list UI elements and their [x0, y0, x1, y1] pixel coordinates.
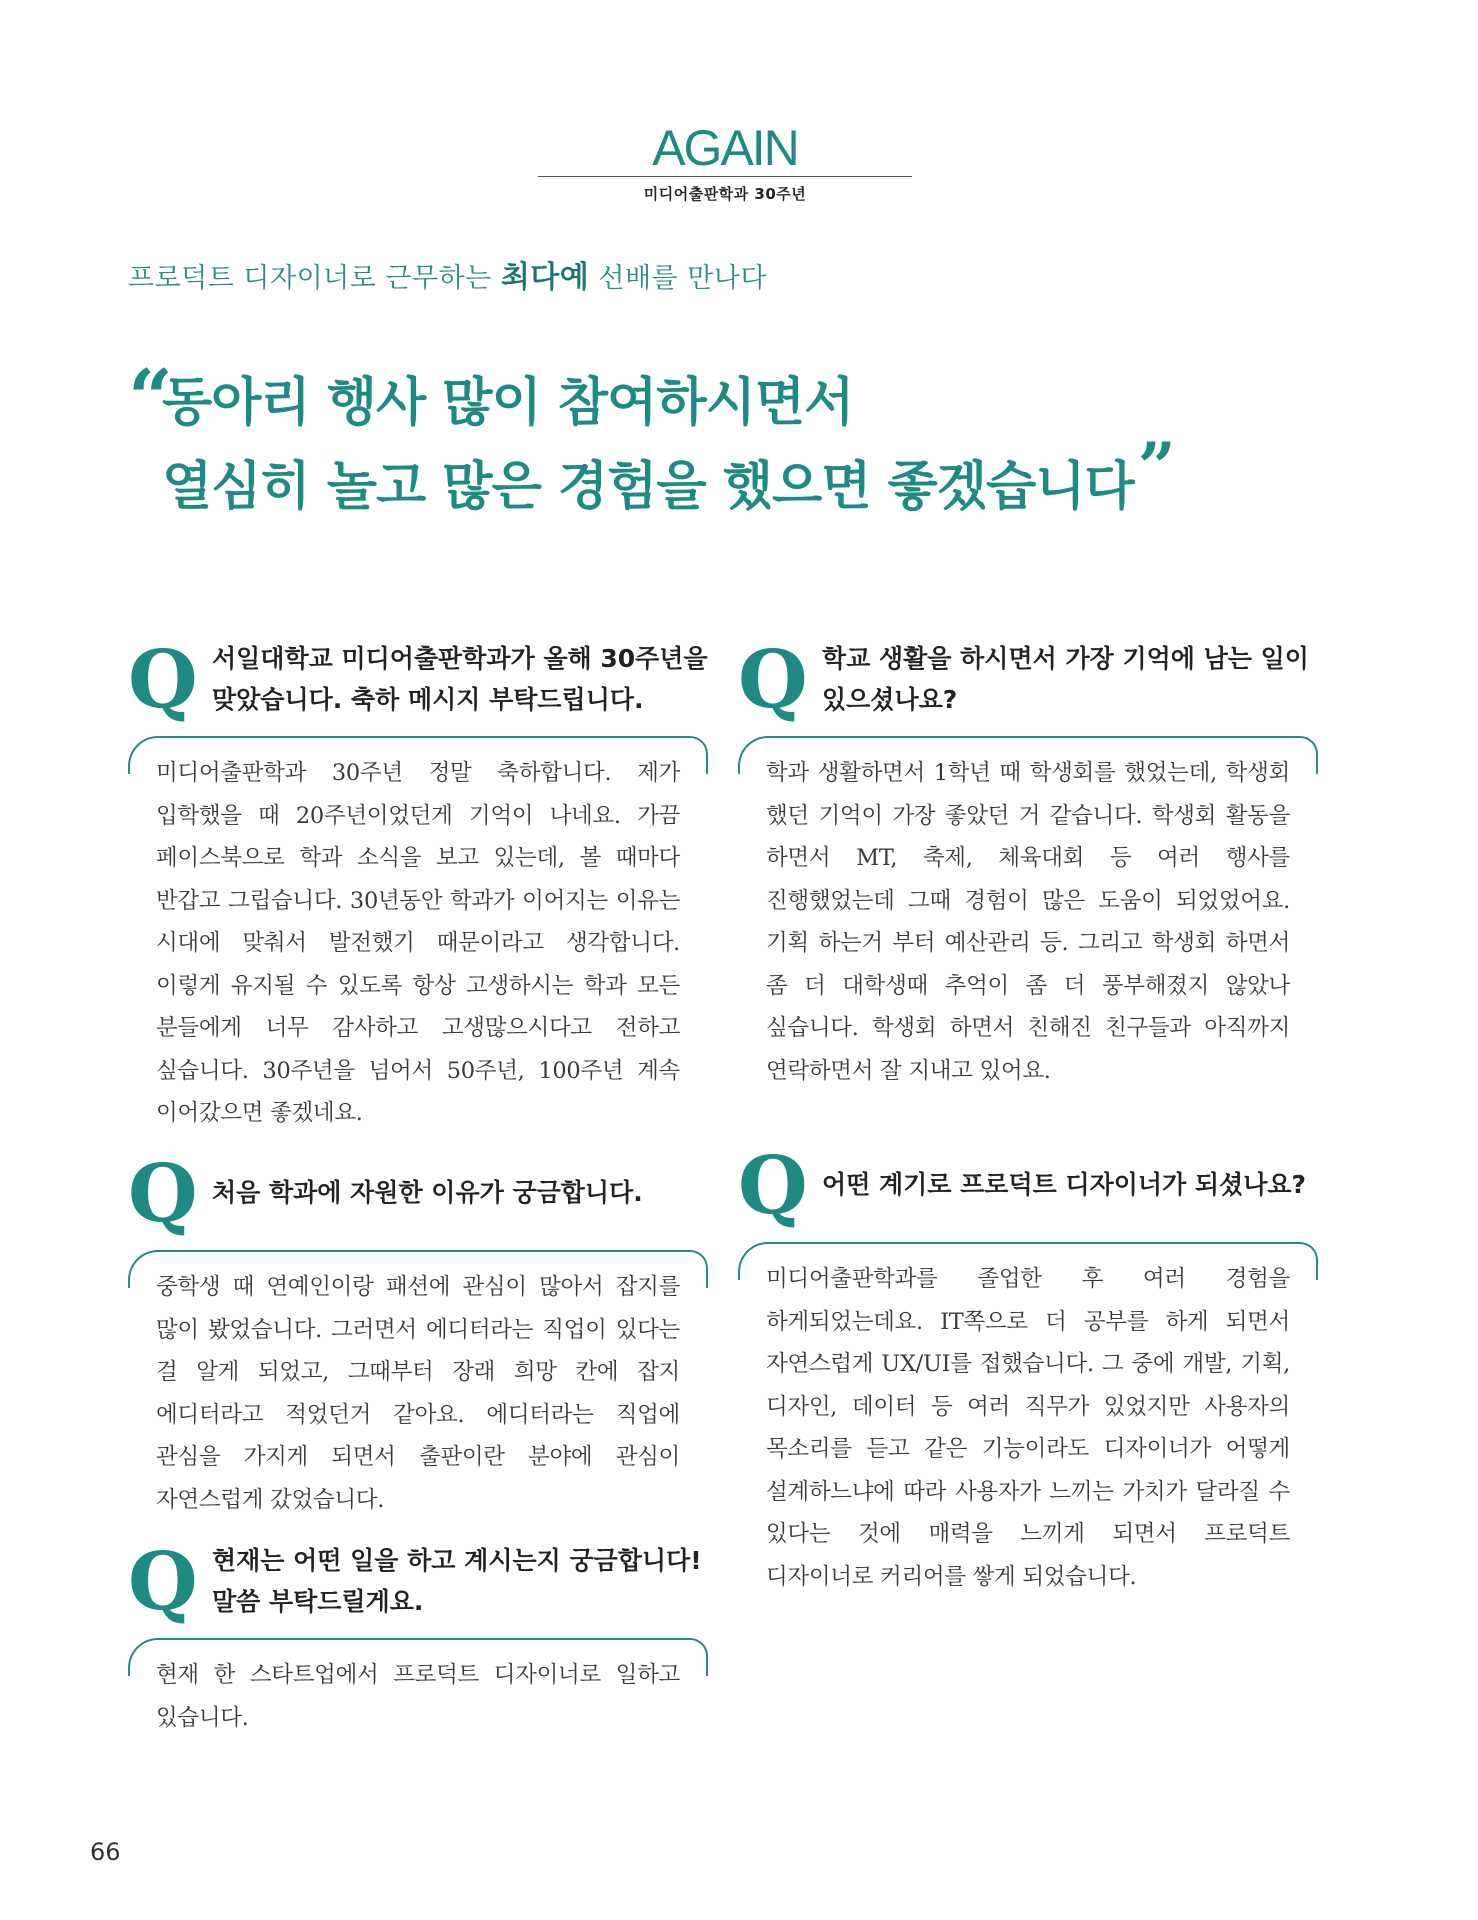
qa-block-3 [128, 1534, 708, 1739]
headline-line-1: 동아리 행사 많이 참여하시면서 [162, 373, 854, 433]
intro-pre: 프로덕트 디자이너로 근무하는 [128, 263, 501, 294]
interviewee-name: 최다예 [500, 260, 590, 295]
question-header [128, 1534, 708, 1638]
q-marker-icon: Q [738, 632, 808, 726]
answer-text: 미디어출판학과를 졸업한 후 여러 경험을 하게되었는데요. IT쪽으로 더 공부를 하게 되면서 자연스럽게 UX/UI를 접했습니다. 그 중에 개발, 기획, 디자인, 데이터 등 여러 직무가 있었지만 사용자의 목소리를 듣고 같은 기능이라도 디자이너가 어떻게 설계하느냐에 따라 사용자가 느끼는 가치가 달라질 수 있다는 것에 매력을 느끼게 되면서 프로덕트 디자이너로 커리어를 쌓게 되었습니다. [766, 1266, 1290, 1590]
header-subtitle: 미디어출판학과 30주년 [643, 185, 807, 203]
answer-text: 현재 한 스타트업에서 프로덕트 디자이너로 일하고 있습니다. [156, 1662, 680, 1731]
question-text: 학교 생활을 하시면서 가장 기억에 남는 일이 있으셨나요? [822, 644, 1309, 714]
open-quote-mark: “ [128, 353, 173, 444]
q-marker-icon: Q [128, 632, 198, 726]
q-marker-icon: Q [738, 1138, 808, 1232]
intro-post: 선배를 만나다 [589, 263, 767, 294]
question-header [738, 632, 1318, 736]
question-text: 어떤 계기로 프로덕트 디자이너가 되셨나요? [822, 1170, 1307, 1199]
headline-line-2 [162, 428, 1175, 520]
question-text: 현재는 어떤 일을 하고 계시는지 궁금합니다! 말씀 부탁드릴게요. [212, 1546, 702, 1616]
qa-block-5 [738, 1138, 1318, 1598]
question-text: 서일대학교 미디어출판학과가 올해 30주년을 맞았습니다. 축하 메시지 부탁드립니다. [212, 644, 708, 714]
header-divider [538, 176, 912, 177]
question-header [738, 1138, 1318, 1242]
qa-block-1 [128, 632, 708, 1135]
answer-text: 미디어출판학과 30주년 정말 축하합니다. 제가 입학했을 때 20주년이었던게 기억이 나네요. 가끔 페이스북으로 학과 소식을 보고 있는데, 볼 때마다 반갑고 그립습니다. 30년동안 학과가 이어지는 이유는 시대에 맞춰서 발전했기 때문이라고 생각합니다. 이렇게 유지될 수 있도록 항상 고생하시는 학과 모든 분들에게 너무 감사하고 고생많으시다고 전하고 싶습니다. 30주년을 넘어서 50주년, 100주년 계속 이어갔으면 좋겠네요. [156, 760, 680, 1126]
interview-intro [128, 252, 767, 296]
question-text: 처음 학과에 자원한 이유가 궁금합니다. [212, 1178, 643, 1207]
section-header [538, 122, 912, 204]
q-marker-icon: Q [128, 1534, 198, 1628]
close-quote-mark: ” [1137, 428, 1175, 506]
page-number: 66 [90, 1838, 121, 1866]
headline-line-2-text: 열심히 놀고 많은 경험을 했으면 좋겠습니다 [162, 457, 1134, 517]
answer-text: 학과 생활하면서 1학년 때 학생회를 했었는데, 학생회 했던 기억이 가장 좋았던 거 같습니다. 학생회 활동을 하면서 MT, 축제, 체육대회 등 여러 행사를 진행했었는데 그때 경험이 많은 도움이 되었었어요. 기획 하는거 부터 예산관리 등. 그리고 학생회 하면서 좀 더 대학생때 추억이 좀 더 풍부해졌지 않았나 싶습니다. 학생회 하면서 친해진 친구들과 아직까지 연락하면서 잘 지내고 있어요. [766, 760, 1290, 1084]
answer-text: 중학생 때 연예인이랑 패션에 관심이 많아서 잡지를 많이 봤었습니다. 그러면서 에디터라는 직업이 있다는 걸 알게 되었고, 그때부터 장래 희망 칸에 잡지 에디터라고 적었던거 같아요. 에디터라는 직업에 관심을 가지게 되면서 출판이란 분야에 관심이 자연스럽게 갔었습니다. [156, 1274, 680, 1513]
question-header [128, 1146, 708, 1250]
q-marker-icon: Q [128, 1146, 198, 1240]
again-logo: AGAIN [652, 120, 798, 176]
qa-block-4 [738, 632, 1318, 1092]
qa-block-2 [128, 1146, 708, 1521]
question-header [128, 632, 708, 736]
